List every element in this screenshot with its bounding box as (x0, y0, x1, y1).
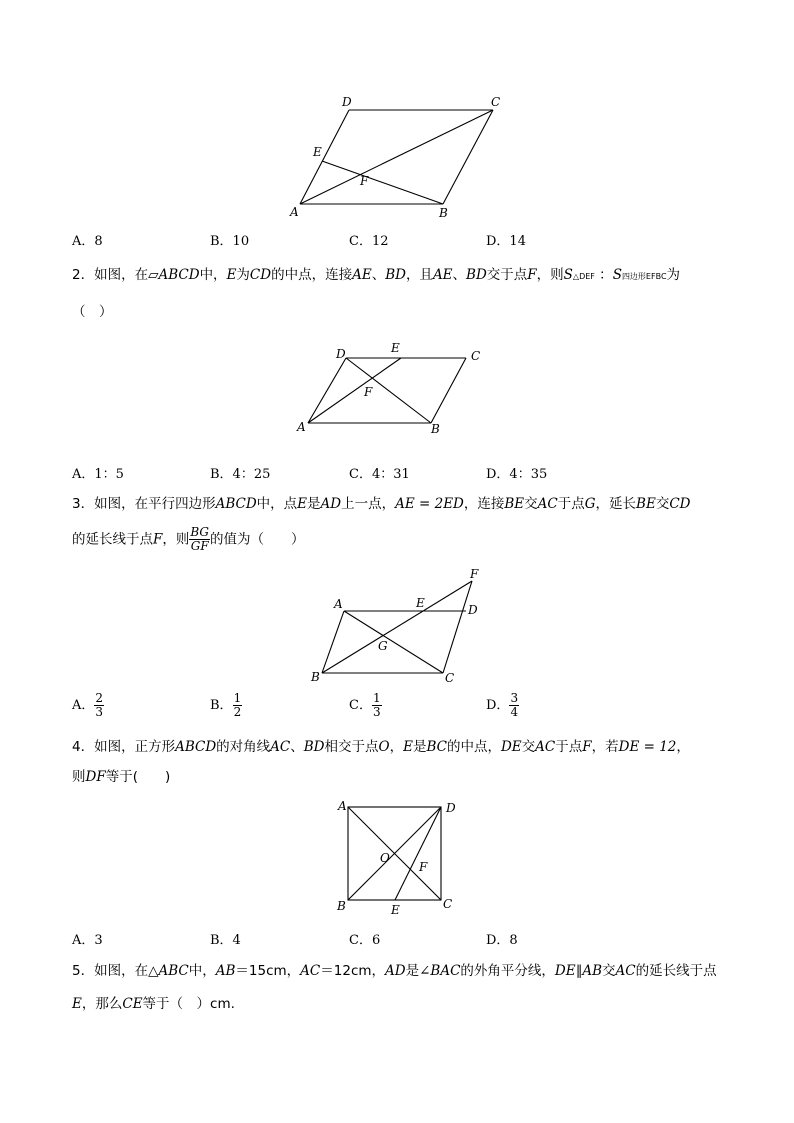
q3-label-d: D (468, 603, 478, 617)
q4-label-c: C (443, 897, 453, 911)
q3-label-b: B (311, 670, 320, 684)
q3-option-a[interactable]: A． $\frac{2}{3}$ (72, 691, 104, 719)
q1-option-d[interactable]: D．14 (486, 234, 526, 249)
q4-stem-line2: 则DF等于( ) (72, 769, 171, 785)
figure-q1 (280, 92, 520, 222)
q1-label-e: E (313, 145, 322, 159)
figure-q3 (305, 566, 495, 686)
q3-label-f: F (470, 567, 479, 581)
q4-label-b: B (337, 899, 346, 913)
q2-diag-bd (346, 358, 431, 423)
q3-label-g: G (378, 639, 388, 653)
q3-label-c: C (445, 671, 455, 685)
q1-side-bc (443, 110, 493, 204)
q3-stem: 3．如图，在平行四边形ABCD中，点E是AD上一点，AE = 2ED，连接BE交AC于点G，延长BE交CD (72, 496, 691, 512)
q4-label-a: A (338, 799, 347, 813)
q5-stem-line2: E，那么CE等于（ ）cm. (72, 996, 235, 1012)
q2-label-c: C (471, 349, 481, 363)
figure-q4 (330, 795, 460, 920)
q1-seg-eb (322, 161, 443, 204)
q1-side-ad (300, 110, 349, 204)
q4-label-e: E (391, 903, 400, 917)
q2-option-b[interactable]: B．4：25 (210, 467, 271, 482)
q3-side-ab (322, 611, 344, 673)
q2-side-bc (431, 358, 466, 423)
q3-option-c[interactable]: C． $\frac{1}{3}$ (349, 691, 381, 719)
q4-label-f: F (419, 860, 428, 874)
q3-diag-ac (344, 611, 443, 673)
q2-option-d[interactable]: D．4：35 (486, 467, 548, 482)
q4-option-d[interactable]: D．8 (486, 933, 518, 948)
q3-label-a: A (334, 597, 343, 611)
q2-answer-paren: （ ） (72, 304, 113, 320)
q4-stem: 4．如图，正方形ABCD的对角线AC、BD相交于点O，E是BC的中点，DE交AC于点F，若DE = 12， (72, 739, 690, 755)
q2-label-a: A (297, 420, 306, 434)
q4-option-b[interactable]: B．4 (210, 933, 241, 948)
q1-label-c: C (491, 95, 501, 109)
q4-option-c[interactable]: C．6 (349, 933, 381, 948)
q4-seg-de (395, 807, 441, 900)
q3-label-e: E (416, 596, 425, 610)
q4-label-d: D (446, 801, 456, 815)
q5-stem: 5．如图，在△ABC中，AB＝15cm，AC＝12cm，AD是∠BAC的外角平分线，DE∥AB交AC的延长线于点 (72, 963, 717, 979)
q4-label-o: O (380, 851, 390, 865)
q2-stem: 2．如图，在▱ABCD中，E为CD的中点，连接AE、BD，且AE、BD交于点F，则S△DEF ：S四边形EFBC为 (72, 267, 681, 283)
q1-label-f: F (360, 174, 369, 188)
q3-side-dc-ext (443, 581, 472, 673)
figure-q2 (292, 340, 492, 440)
q2-label-f: F (364, 385, 373, 399)
q3-fraction: $\frac{BG}{GF}$ (190, 525, 210, 553)
q1-option-a[interactable]: A．8 (72, 234, 103, 249)
q3-seg-bf (322, 581, 472, 673)
q3-stem-line2: 的延长线于点F，则 $\frac{BG}{GF}$ 的值为（ ） (72, 525, 305, 553)
q1-label-d: D (342, 95, 352, 109)
q2-option-a[interactable]: A．1：5 (72, 467, 124, 482)
q1-label-a: A (290, 205, 299, 219)
q4-option-a[interactable]: A．3 (72, 933, 103, 948)
q1-option-c[interactable]: C．12 (349, 234, 389, 249)
q2-label-b: B (431, 422, 440, 436)
q2-label-d: D (336, 347, 346, 361)
q2-label-e: E (391, 341, 400, 355)
q2-option-c[interactable]: C．4：31 (349, 467, 410, 482)
q1-option-b[interactable]: B．10 (210, 234, 250, 249)
q2-seg-ae (308, 358, 401, 423)
q2-side-ad (308, 358, 346, 423)
q3-option-b[interactable]: B． $\frac{1}{2}$ (210, 691, 242, 719)
q3-option-d[interactable]: D． $\frac{3}{4}$ (486, 691, 519, 719)
q1-diag-ac (300, 110, 493, 204)
q1-label-b: B (439, 206, 448, 220)
